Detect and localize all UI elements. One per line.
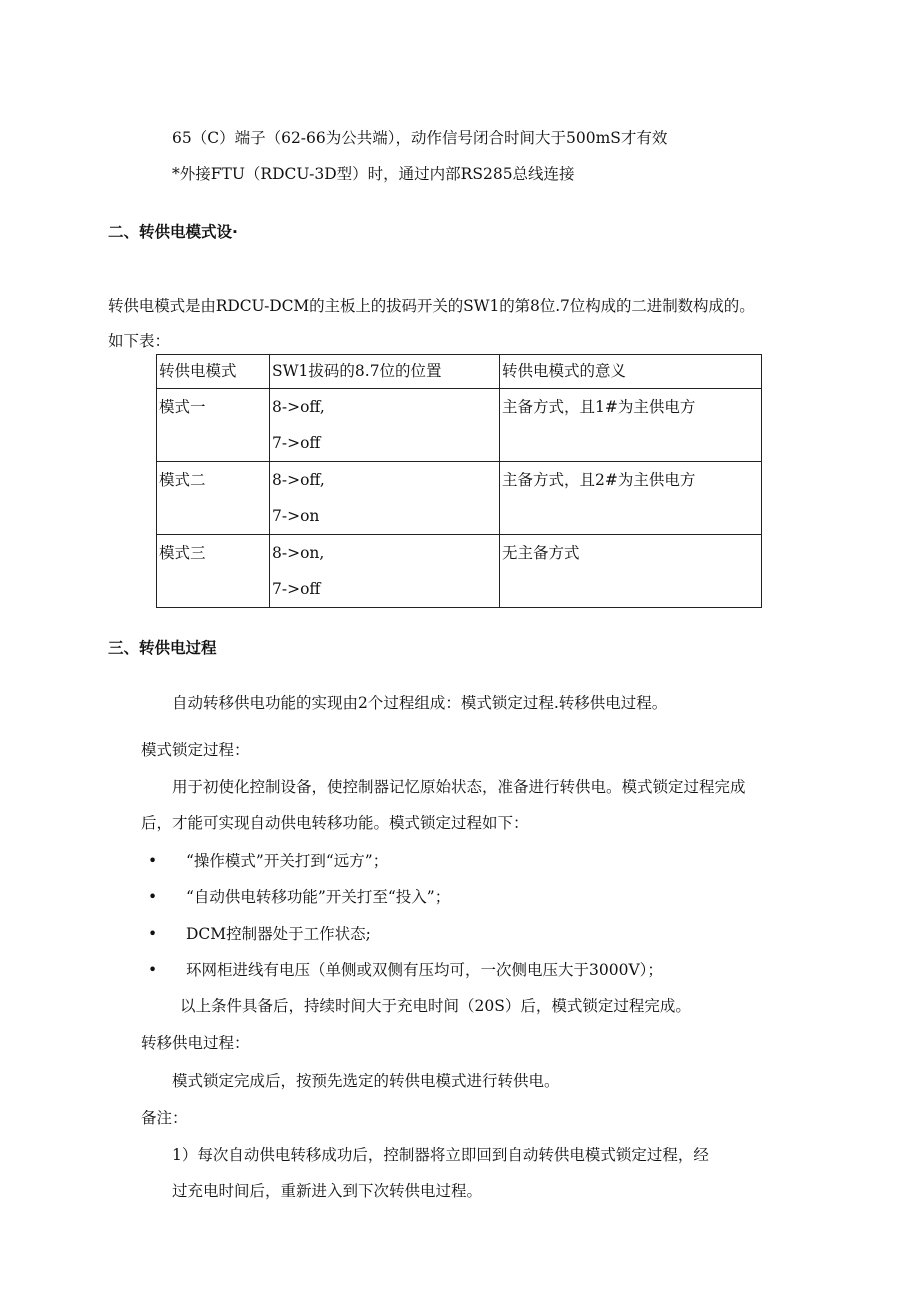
lock-complete-text: 以上条件具备后，持续时间大于充电时间（20S）后，模式锁定过程完成。: [180, 997, 691, 1015]
table-header-cell: 转供电模式: [157, 355, 270, 389]
table-cell-meaning: 无主备方式: [500, 535, 762, 608]
table-cell-mode: 模式二: [157, 462, 270, 535]
table-header-row: [157, 355, 762, 389]
bullet-item: [148, 960, 663, 980]
note-1-line-2: 过充电时间后，重新进入到下次转供电过程。: [172, 1182, 483, 1200]
lock-process-desc-2: 后，才能可实现自动供电转移功能。模式锁定过程如下：: [141, 814, 529, 832]
bullet-text: “自动供电转移功能”开关打至“投入”；: [186, 888, 451, 906]
bullet-mark: •: [148, 925, 158, 943]
table-header-cell: 转供电模式的意义: [500, 355, 762, 389]
position-bit-8: 8->on,: [272, 544, 325, 562]
table-cell-mode: 模式一: [157, 389, 270, 462]
table-cell-position: [270, 389, 500, 462]
transfer-process-desc: 模式锁定完成后，按预先选定的转供电模式进行转供电。: [172, 1072, 560, 1090]
lock-process-title: 模式锁定过程：: [141, 741, 250, 759]
section-2-paragraph: 转供电模式是由RDCU-DCM的主板上的拔码开关的SW1的第8位.7位构成的二进制数构成的。: [108, 297, 755, 315]
section-2-table-intro: 如下表：: [108, 332, 171, 350]
bullet-item: [148, 851, 388, 871]
table-row: [157, 535, 762, 608]
position-bit-7: 7->on: [272, 507, 320, 525]
table-cell-meaning: 主备方式，且2#为主供电方: [500, 462, 762, 535]
position-bit-7: 7->off: [272, 434, 321, 452]
bullet-item: [148, 887, 450, 907]
position-bit-8: 8->off,: [272, 398, 325, 416]
bullet-text: “操作模式”开关打到“远方”；: [186, 852, 389, 870]
bullet-text: DCM控制器处于工作状态;: [186, 925, 371, 943]
position-bit-7: 7->off: [272, 580, 321, 598]
section-2-heading: 二、转供电模式设·: [108, 223, 238, 241]
section-3-intro: 自动转移供电功能的实现由2个过程组成：模式锁定过程.转移供电过程。: [172, 694, 668, 712]
intro-line-1: 65（C）端子（62-66为公共端），动作信号闭合时间大于500mS才有效: [172, 129, 668, 147]
mode-table: [156, 354, 762, 608]
transfer-process-title: 转移供电过程：: [141, 1034, 250, 1052]
table-row: [157, 389, 762, 462]
table-cell-position: [270, 535, 500, 608]
note-1-line-1: 1）每次自动供电转移成功后，控制器将立即回到自动转供电模式锁定过程，经: [172, 1146, 709, 1164]
intro-line-2: *外接FTU（RDCU-3D型）时，通过内部RS285总线连接: [172, 165, 575, 183]
bullet-mark: •: [148, 852, 158, 870]
bullet-text: 环网柜进线有电压（单侧或双侧有压均可，一次侧电压大于3000V）；: [186, 961, 663, 979]
bullet-mark: •: [148, 961, 158, 979]
bullet-item: [148, 924, 371, 944]
table-cell-meaning: 主备方式，且1#为主供电方: [500, 389, 762, 462]
position-bit-8: 8->off,: [272, 471, 325, 489]
bullet-mark: •: [148, 888, 158, 906]
table-row: [157, 462, 762, 535]
note-title: 备注：: [141, 1109, 188, 1127]
table-header-cell: SW1拔码的8.7位的位置: [270, 355, 500, 389]
lock-process-desc-1: 用于初使化控制设备，使控制器记忆原始状态，准备进行转供电。模式锁定过程完成: [172, 778, 746, 796]
section-3-heading: 三、转供电过程: [108, 639, 217, 657]
table-cell-position: [270, 462, 500, 535]
table-cell-mode: 模式三: [157, 535, 270, 608]
